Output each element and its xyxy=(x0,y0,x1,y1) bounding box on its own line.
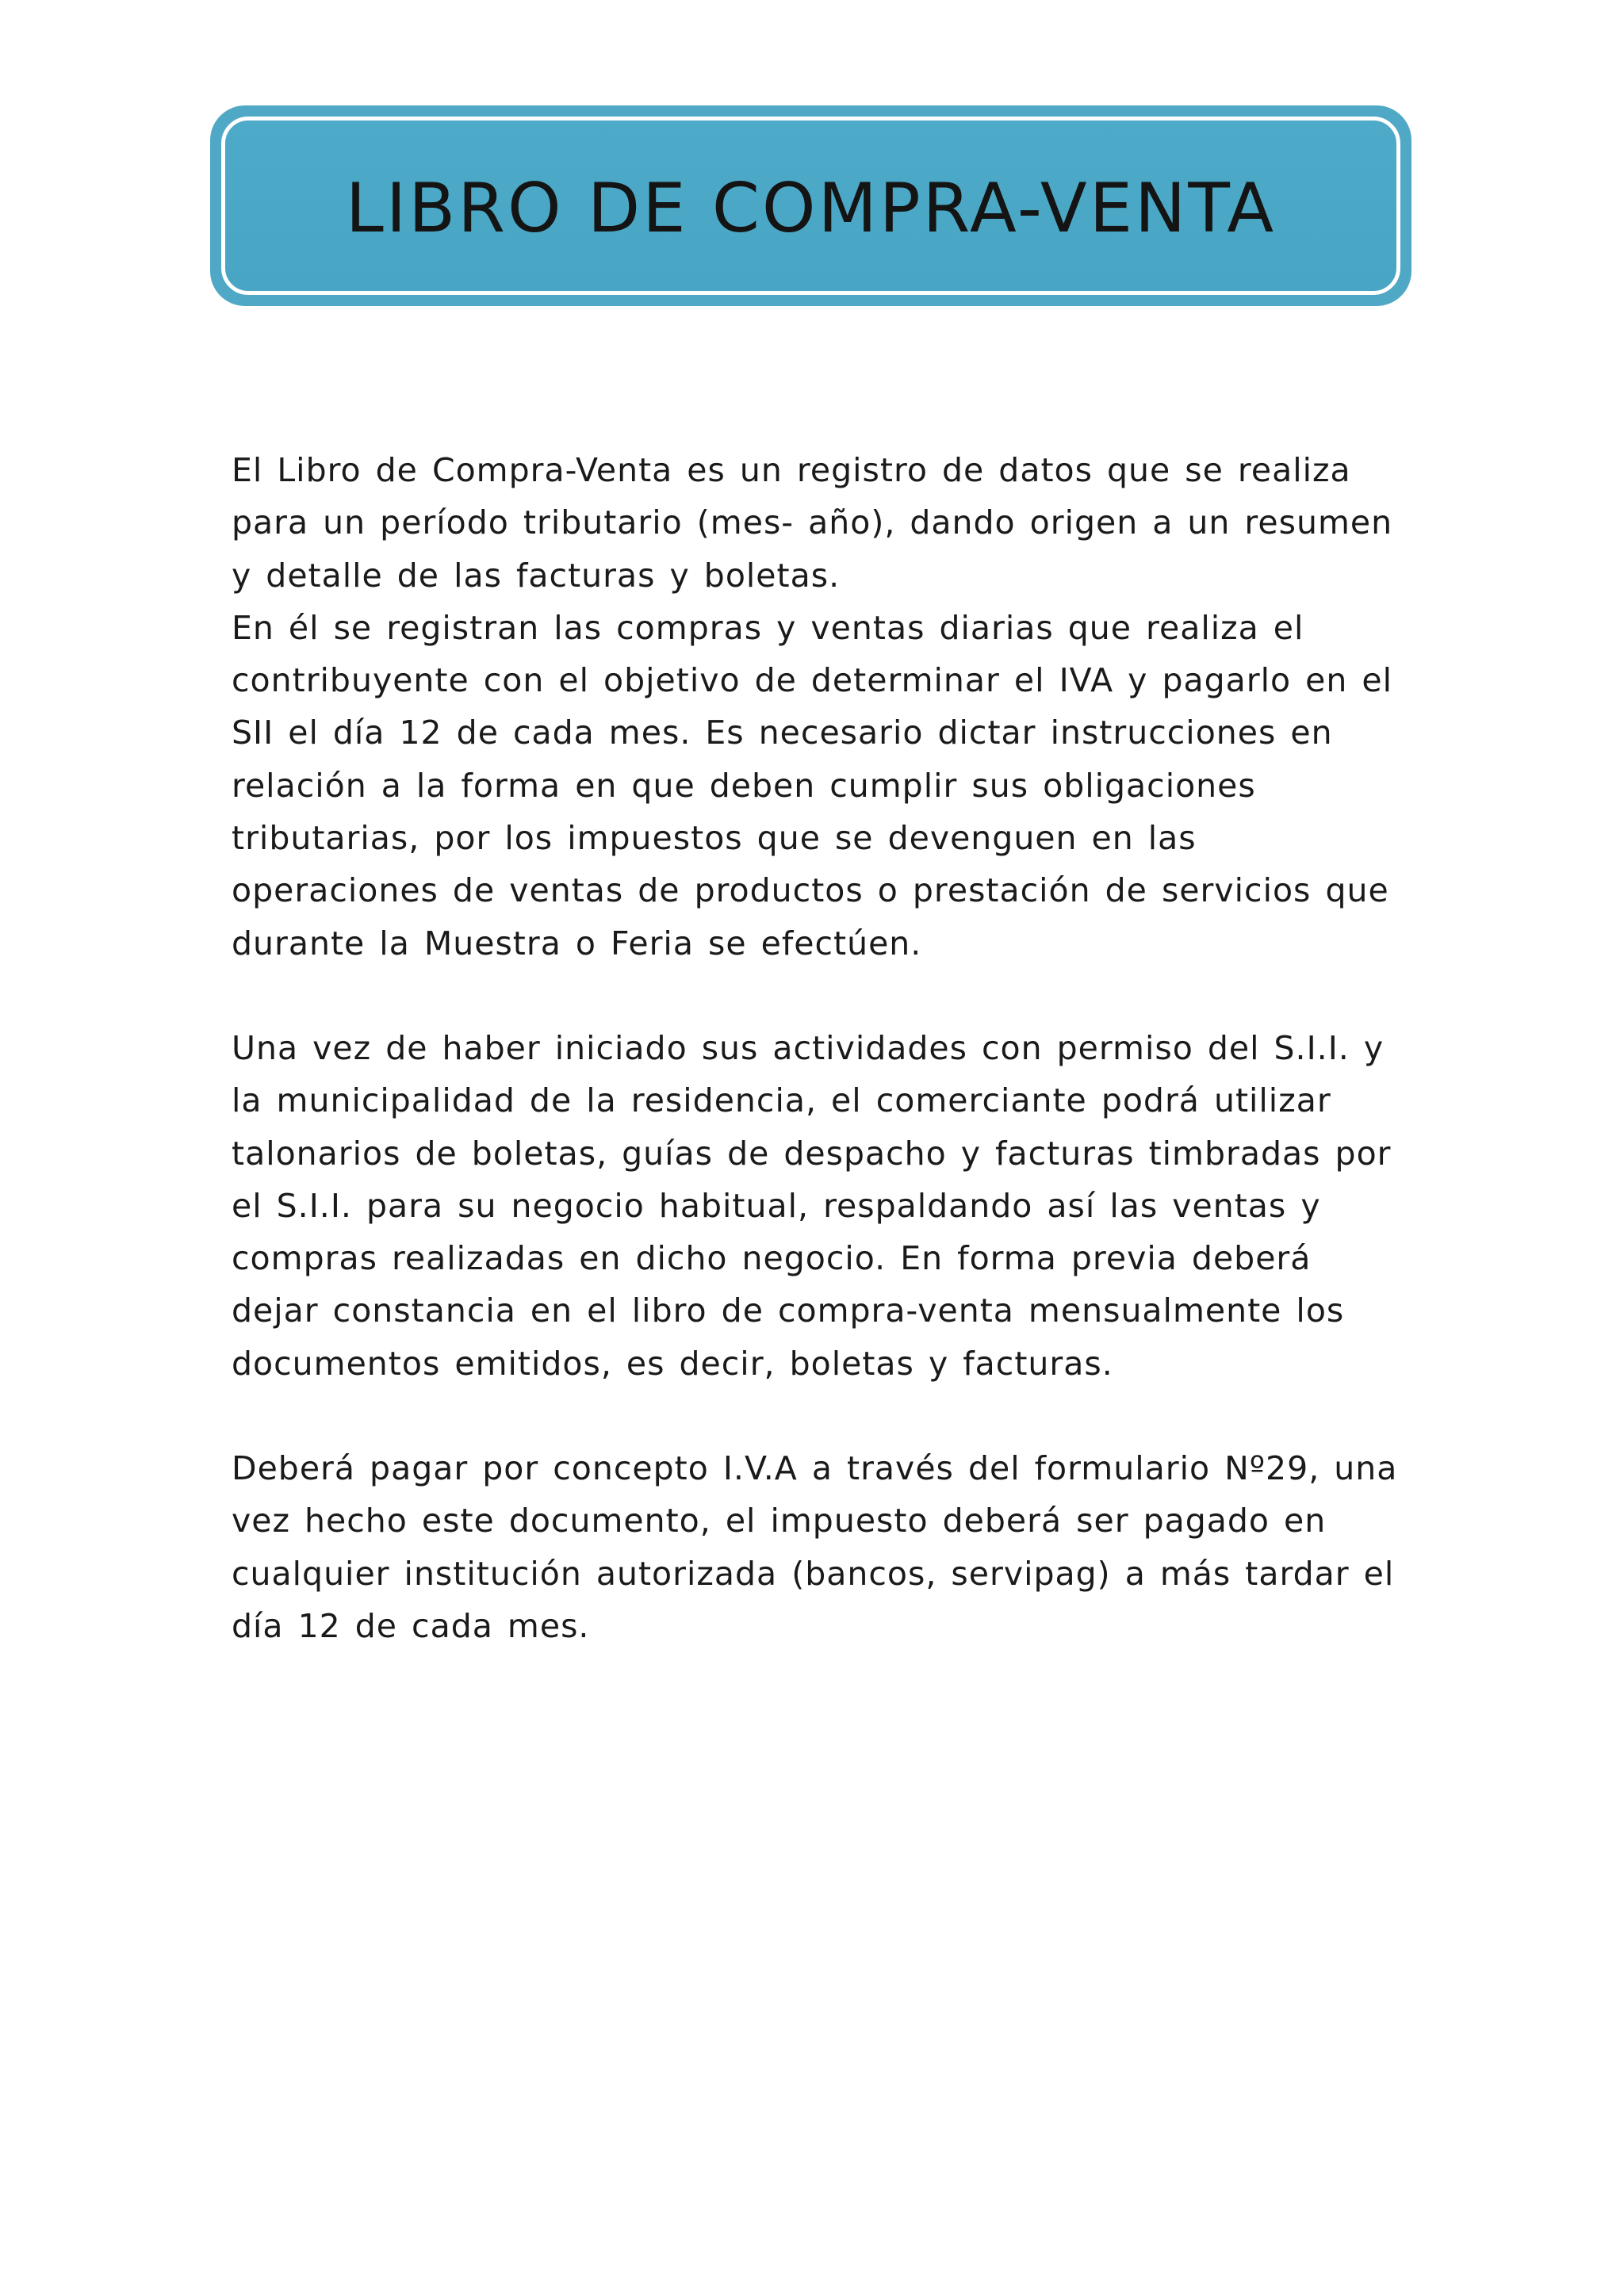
title-banner xyxy=(210,105,1411,306)
paragraph-pago-iva: Deberá pagar por concepto I.V.A a través del formulario Nº29, una vez hecho este documento, el impuesto deberá ser pagado en cualquier institución autorizada (bancos, servipag) a más tardar el día 12 de cada mes. xyxy=(232,1449,1398,1645)
paragraph-actividades: Una vez de haber iniciado sus actividades con permiso del S.I.I. y la municipalidad de la residencia, el comerciante podrá utilizar talonarios de boletas, guías de despacho y facturas timbradas por el S.I.I. para su negocio habitual, respaldando así las ventas y compras realizadas en dicho negocio. En forma previa deberá dejar constancia en el libro de compra-venta mensualmente los documentos emitidos, es decir, boletas y facturas. xyxy=(232,1028,1392,1383)
paragraph-registro: En él se registran las compras y ventas diarias que realiza el contribuyente con el objetivo de determinar el IVA y pagarlo en el SII el día 12 de cada mes. Es necesario dictar instrucciones en relación a la forma en que deben cumplir sus obligaciones tributarias, por los impuestos que se devenguen en las operaciones de ventas de productos o prestación de servicios que durante la Muestra o Feria se efectúen. xyxy=(232,608,1392,962)
document-body xyxy=(232,444,1405,1652)
paragraph-intro: El Libro de Compra-Venta es un registro de datos que se realiza para un período tributario (mes- año), dando origen a un resumen y detalle de las facturas y boletas. xyxy=(232,451,1393,595)
title-banner-inner xyxy=(221,117,1400,295)
page-title: LIBRO DE COMPRA-VENTA xyxy=(345,168,1277,248)
